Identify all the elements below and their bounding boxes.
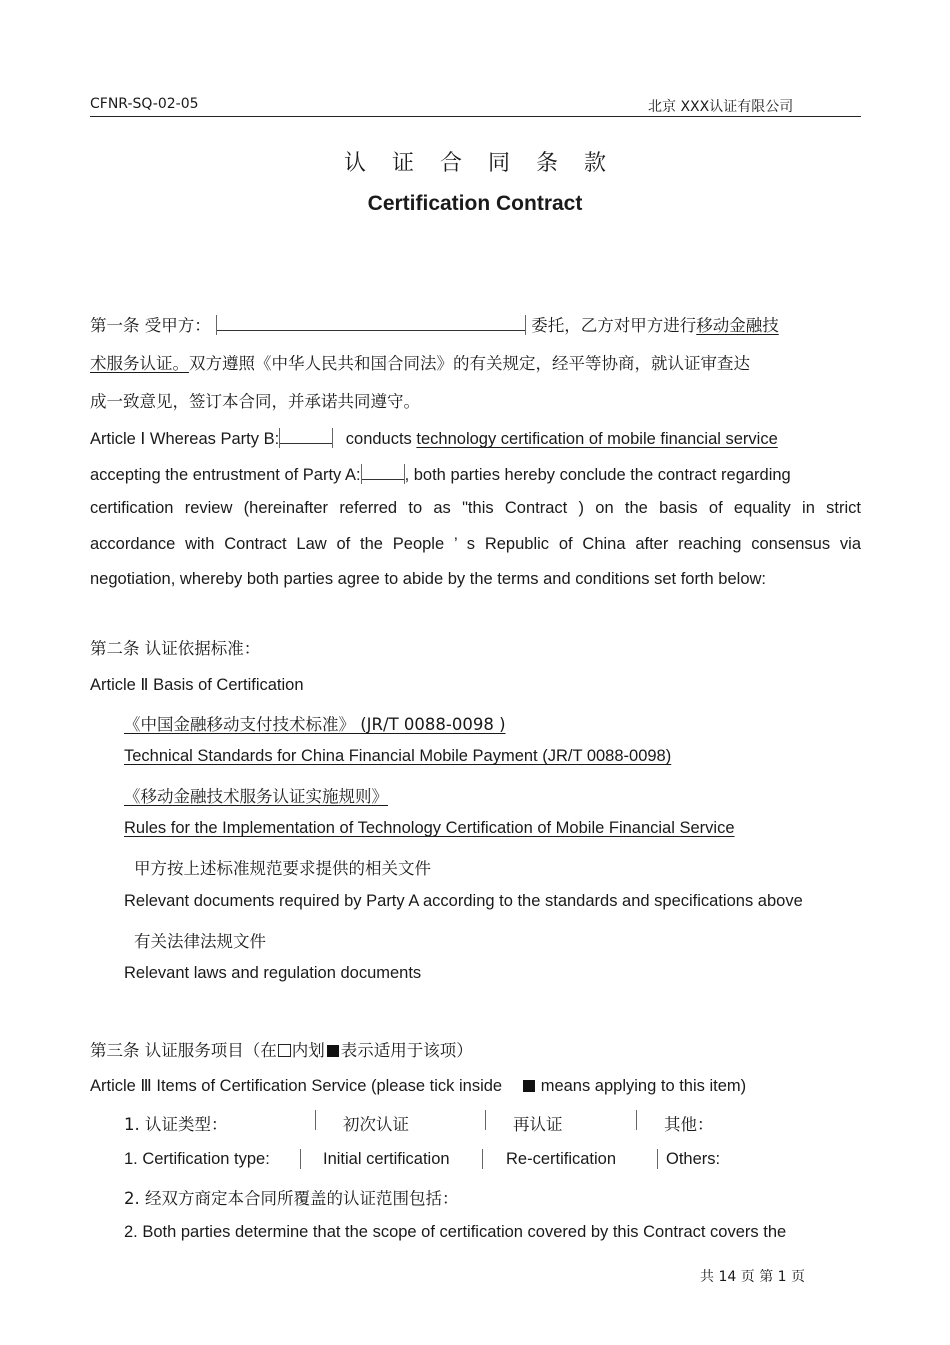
article3-en-heading-a: Article Ⅲ Items of Certification Service (please tick inside [90, 1077, 503, 1095]
article1-zh-lead: 第一条 受甲方： [90, 316, 211, 335]
article1-en-service: technology certification of mobile financial service [416, 430, 778, 448]
article3-zh-heading-c: 表示适用于该项） [340, 1041, 473, 1060]
article1-en-line1 [90, 428, 861, 449]
cert-type-en-label: 1. Certification type: [124, 1150, 270, 1168]
footer-total-label: 共 [700, 1269, 714, 1285]
checkbox-other-zh[interactable] [636, 1110, 637, 1130]
footer-current-unit: 页 [791, 1269, 806, 1285]
article1-zh-service-end: 术服务认证。 [90, 354, 189, 373]
title-chinese: 认证合同条款 [343, 151, 632, 176]
field-marker [216, 315, 217, 335]
standard-item-1-en: Technical Standards for China Financial Mobile Payment (JR/T 0088-0098) [124, 747, 672, 765]
option-recert-en: Re-certification [506, 1150, 617, 1168]
footer-current-label: 第 [759, 1269, 774, 1285]
company-name: 北京 XXX认证有限公司 [648, 99, 794, 115]
footer-current-page: 1 [777, 1269, 787, 1285]
checkbox-initial-en[interactable] [300, 1149, 301, 1169]
article1-en-line5: negotiation, whereby both parties agree to abide by the terms and conditions set forth below: [90, 570, 767, 588]
option-initial-en: Initial certification [323, 1150, 450, 1168]
option-other-zh: 其他： [664, 1115, 714, 1134]
article3-en-heading [90, 1076, 746, 1096]
footer-total-pages: 14 [718, 1269, 737, 1285]
party-a-field-en[interactable] [362, 479, 404, 480]
filled-square-icon [523, 1080, 535, 1092]
article3-zh-heading-a: 第三条 认证服务项目（在 [90, 1041, 277, 1060]
page-footer [700, 1266, 805, 1286]
article3-zh-heading-b: 内划 [291, 1041, 325, 1060]
standard-item-4-en: Relevant laws and regulation documents [124, 964, 422, 982]
checkbox-icon [278, 1044, 291, 1057]
checkbox-recert-en[interactable] [482, 1149, 483, 1169]
standard-item-2-en: Rules for the Implementation of Technology Certification of Mobile Financial Service [124, 819, 735, 837]
article2-en-heading: Article Ⅱ Basis of Certification [90, 676, 304, 694]
article1-en-line4: accordance with Contract Law of the People ’ s Republic of China after reaching consensus via [90, 535, 861, 553]
standard-item-3-en: Relevant documents required by Party A according to the standards and specifications above [124, 892, 803, 910]
article1-zh-entrust: 委托，乙方对甲方进行 [531, 316, 697, 335]
article1-en-line3: certification review (hereinafter referred to as "this Contract ) on the basis of equality in strict [90, 499, 861, 517]
checkbox-recert-zh[interactable] [485, 1110, 486, 1130]
article1-en-entrust: accepting the entrustment of Party A: [90, 466, 361, 484]
title-english: Certification Contract [367, 192, 583, 215]
article2-zh-heading: 第二条 认证依据标准： [90, 639, 261, 658]
article3-zh-heading [90, 1037, 473, 1061]
filled-square-icon [327, 1045, 339, 1057]
footer-page-unit: 页 [740, 1269, 755, 1285]
field-marker [361, 464, 362, 484]
article1-zh-line3: 成一致意见，签订本合同，并承诺共同遵守。 [90, 392, 420, 411]
field-marker [332, 428, 333, 448]
standard-item-1-zh: 《中国金融移动支付技术标准》 (JR/T 0088-0098 ) [124, 715, 506, 734]
article1-zh-line2 [90, 350, 750, 374]
article1-en-lead: Article Ⅰ Whereas Party B: [90, 430, 280, 448]
checkbox-initial-zh[interactable] [315, 1110, 316, 1130]
standard-item-3-zh: 甲方按上述标准规范要求提供的相关文件 [134, 859, 431, 878]
field-marker [525, 315, 526, 335]
scope-en: 2. Both parties determine that the scope of certification covered by this Contract covers the [124, 1223, 787, 1241]
article1-en-conducts: conducts [345, 430, 412, 448]
article1-en-conclude: , both parties hereby conclude the contract regarding [404, 466, 791, 484]
article1-zh-line1 [90, 312, 779, 336]
cert-type-zh-label: 1. 认证类型： [124, 1115, 228, 1134]
party-b-name-field[interactable] [280, 443, 332, 444]
standard-item-4-zh: 有关法律法规文件 [134, 932, 266, 951]
checkbox-other-en[interactable] [657, 1149, 658, 1169]
standard-item-2-zh: 《移动金融技术服务认证实施规则》 [124, 787, 388, 806]
article1-zh-clause: 双方遵照《中华人民共和国合同法》的有关规定，经平等协商，就认证审查达 [189, 354, 750, 373]
article1-en-line2 [90, 464, 791, 485]
option-recert-zh: 再认证 [513, 1115, 563, 1134]
scope-zh: 2. 经双方商定本合同所覆盖的认证范围包括： [124, 1189, 459, 1208]
document-code: CFNR-SQ-02-05 [90, 96, 199, 112]
option-other-en: Others: [666, 1150, 721, 1168]
party-a-name-field[interactable] [217, 330, 525, 331]
article1-zh-service: 移动金融技 [696, 316, 779, 335]
header-rule [90, 116, 861, 117]
field-marker [279, 428, 280, 448]
option-initial-zh: 初次认证 [343, 1115, 409, 1134]
article3-en-heading-b: means applying to this item) [540, 1077, 747, 1095]
